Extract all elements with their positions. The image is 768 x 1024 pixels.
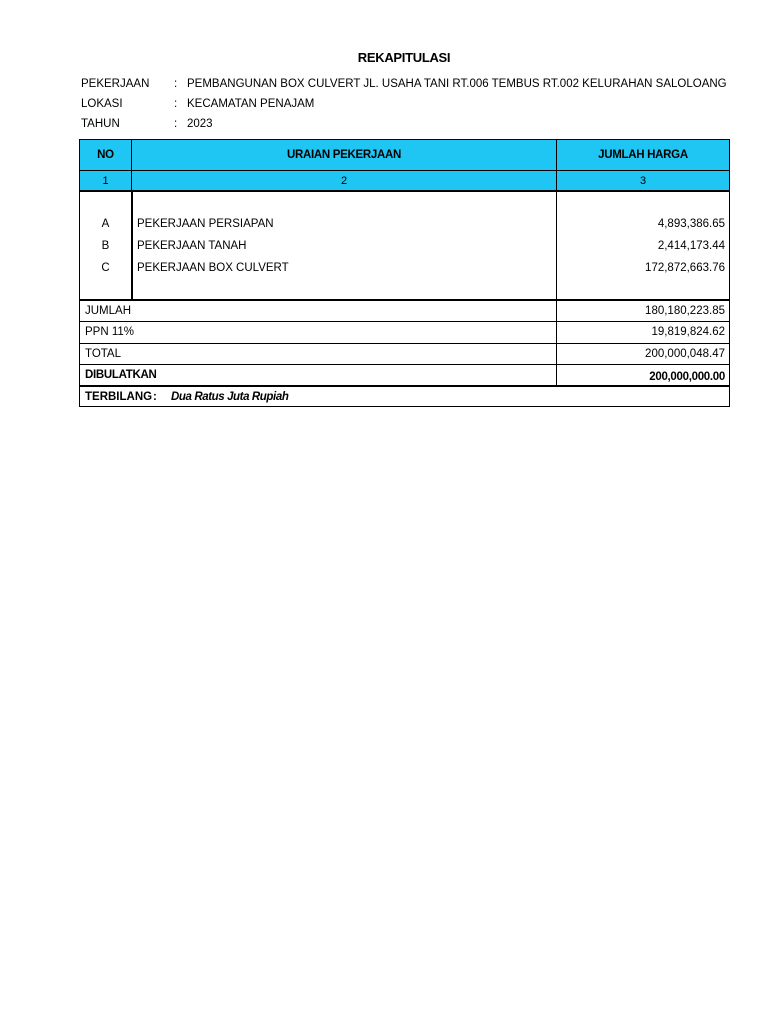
- meta-lokasi-value: KECAMATAN PENAJAM: [187, 98, 315, 110]
- item-description: PEKERJAAN BOX CULVERT: [137, 262, 289, 274]
- dibulatkan-label: DIBULATKAN: [85, 369, 157, 381]
- meta-pekerjaan-value: PEMBANGUNAN BOX CULVERT JL. USAHA TANI RT.006 TEMBUS RT.002 KELURAHAN SALOLOANG: [187, 78, 727, 90]
- total-value: 200,000,048.47: [645, 348, 725, 360]
- divider: [131, 140, 132, 190]
- table-row: [80, 216, 729, 232]
- column-number-3: 3: [557, 171, 729, 190]
- divider: [80, 170, 729, 171]
- column-number-2: 2: [132, 171, 556, 190]
- divider: [80, 321, 729, 322]
- header-uraian: URAIAN PEKERJAAN: [132, 140, 556, 170]
- item-price: 2,414,173.44: [657, 240, 725, 252]
- terbilang-colon: :: [153, 391, 157, 403]
- item-price: 4,893,386.65: [657, 218, 725, 230]
- jumlah-value: 180,180,223.85: [645, 305, 725, 317]
- header-no: NO: [80, 140, 131, 170]
- item-description: PEKERJAAN PERSIAPAN: [137, 218, 274, 230]
- meta-tahun-value: 2023: [187, 118, 213, 130]
- item-no: C: [101, 262, 110, 274]
- page-title: REKAPITULASI: [357, 50, 451, 65]
- meta-tahun-label: TAHUN: [81, 118, 120, 130]
- item-price: 172,872,663.76: [645, 262, 725, 274]
- item-description: PEKERJAAN TANAH: [137, 240, 247, 252]
- ppn-label: PPN 11%: [85, 326, 135, 338]
- terbilang-label: TERBILANG: [85, 391, 153, 403]
- total-label: TOTAL: [85, 348, 121, 360]
- item-no: B: [101, 240, 110, 252]
- ppn-value: 19,819,824.62: [651, 326, 725, 338]
- meta-colon: :: [174, 98, 178, 110]
- divider: [80, 299, 729, 301]
- divider: [80, 385, 729, 387]
- table-row: [80, 260, 729, 276]
- meta-colon: :: [174, 78, 178, 90]
- dibulatkan-value: 200,000,000.00: [649, 371, 725, 383]
- column-number-1: 1: [80, 171, 131, 190]
- divider: [80, 190, 729, 192]
- divider: [80, 364, 729, 365]
- item-no: A: [101, 218, 110, 230]
- header-jumlah-harga: JUMLAH HARGA: [557, 140, 729, 170]
- recap-table: [79, 139, 730, 407]
- table-row: [80, 238, 729, 254]
- terbilang-value: Dua Ratus Juta Rupiah: [171, 391, 289, 403]
- meta-colon: :: [174, 118, 178, 130]
- divider: [80, 343, 729, 344]
- jumlah-label: JUMLAH: [85, 305, 132, 317]
- meta-lokasi-label: LOKASI: [81, 98, 123, 110]
- meta-pekerjaan-label: PEKERJAAN: [81, 78, 150, 90]
